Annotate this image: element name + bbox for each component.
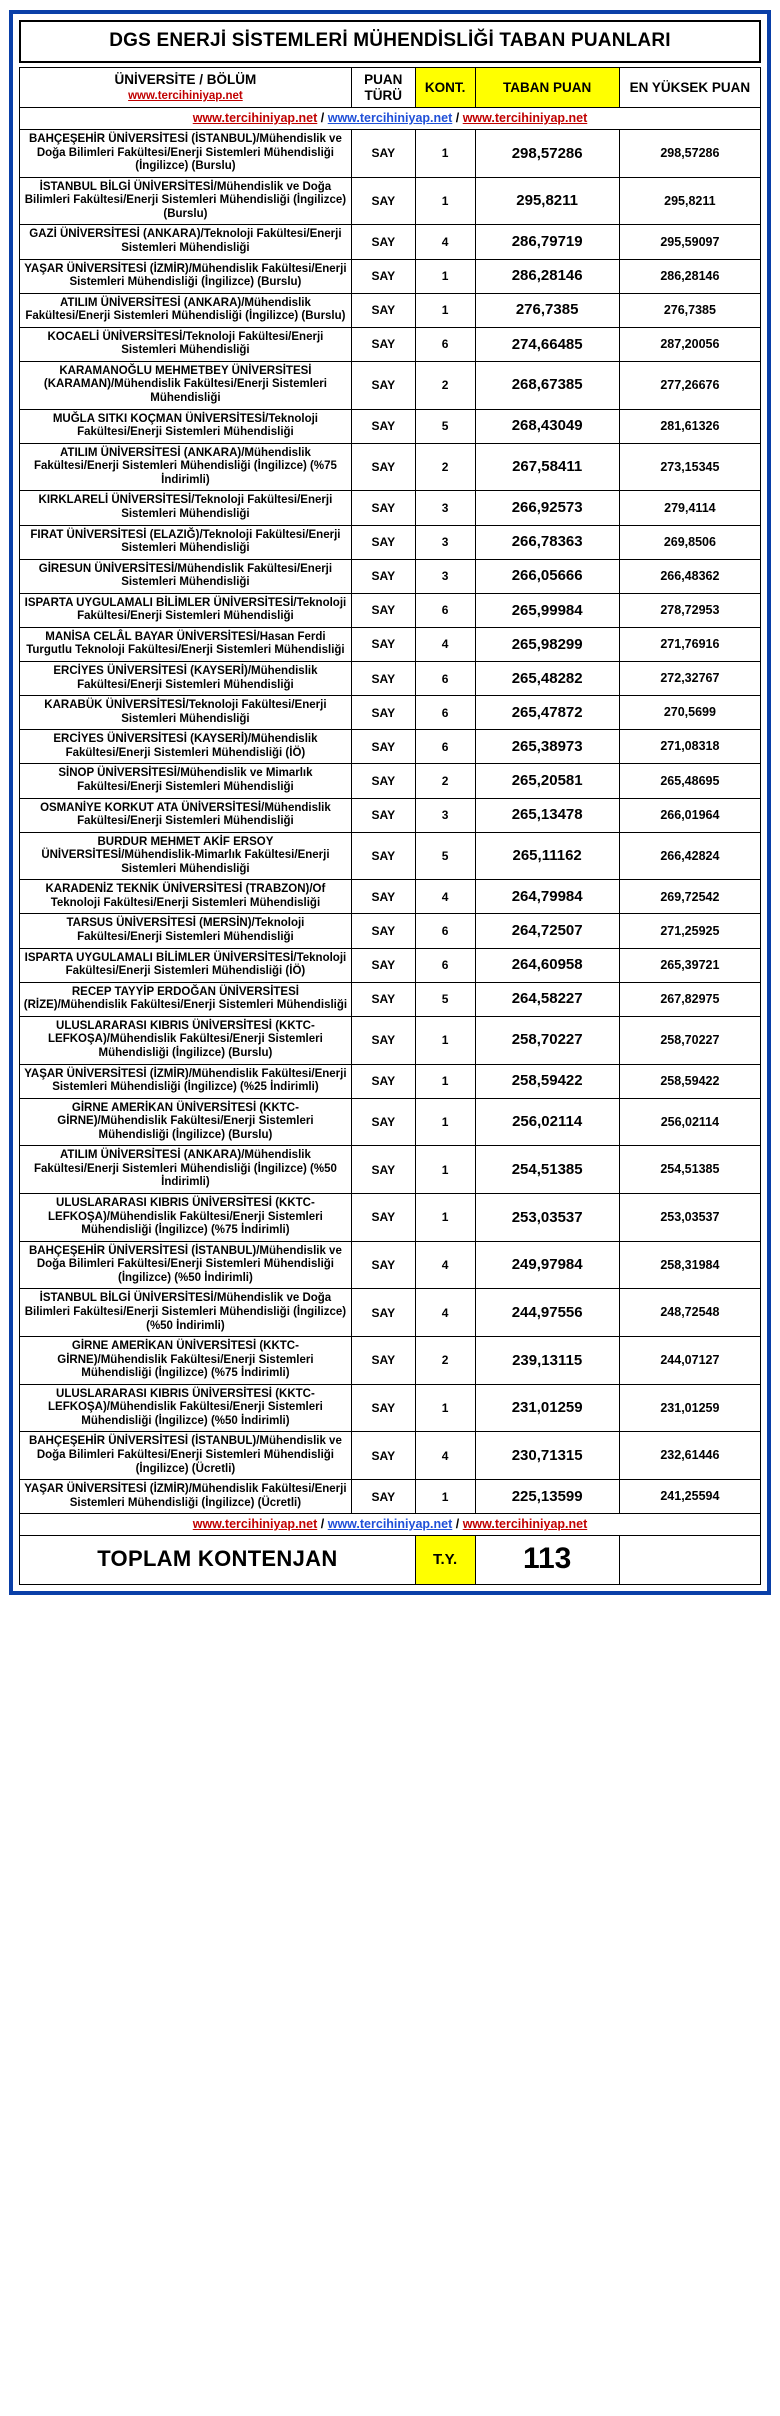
table-row [20,1384,761,1432]
row-kontenjan: 4 [415,1289,475,1337]
row-taban-puan: 295,8211 [475,177,619,225]
row-en-yuksek-puan: 267,82975 [619,982,760,1016]
row-taban-puan: 264,60958 [475,948,619,982]
row-puan-turu: SAY [351,593,415,627]
row-kontenjan: 1 [415,1480,475,1514]
row-university: BAHÇEŞEHİR ÜNİVERSİTESİ (İSTANBUL)/Mühendislik ve Doğa Bilimleri Fakültesi/Enerji Sistemleri Mühendisliği (İngilizce) (Burslu) [20,130,352,178]
column-header-site-link[interactable]: www.tercihiniyap.net [128,89,243,102]
row-puan-turu: SAY [351,443,415,491]
total-blank-cell [619,1536,760,1585]
row-kontenjan: 2 [415,764,475,798]
row-en-yuksek-puan: 253,03537 [619,1194,760,1242]
table-row [20,1098,761,1146]
total-ty-badge: T.Y. [415,1536,475,1585]
row-university: MANİSA CELÂL BAYAR ÜNİVERSİTESİ/Hasan Ferdi Turgutlu Teknoloji Fakültesi/Enerji Sistemleri Mühendisliği [20,627,352,661]
row-en-yuksek-puan: 287,20056 [619,327,760,361]
row-university: KOCAELİ ÜNİVERSİTESİ/Teknoloji Fakültesi/Enerji Sistemleri Mühendisliği [20,327,352,361]
row-kontenjan: 3 [415,559,475,593]
row-taban-puan: 239,13115 [475,1337,619,1385]
banner-links-top[interactable] [20,108,761,130]
row-taban-puan: 266,78363 [475,525,619,559]
column-header-kontenjan: KONT. [415,68,475,108]
table-row [20,409,761,443]
row-university: ERCİYES ÜNİVERSİTESİ (KAYSERİ)/Mühendislik Fakültesi/Enerji Sistemleri Mühendisliği [20,662,352,696]
banner-links-bottom[interactable] [20,1514,761,1536]
row-taban-puan: 265,13478 [475,798,619,832]
row-en-yuksek-puan: 269,8506 [619,525,760,559]
row-en-yuksek-puan: 272,32767 [619,662,760,696]
row-taban-puan: 266,92573 [475,491,619,525]
row-puan-turu: SAY [351,1480,415,1514]
row-taban-puan: 298,57286 [475,130,619,178]
page-title: DGS ENERJİ SİSTEMLERİ MÜHENDİSLİĞİ TABAN PUANLARI [19,20,761,63]
row-kontenjan: 3 [415,525,475,559]
row-kontenjan: 5 [415,832,475,880]
table-row [20,1480,761,1514]
row-taban-puan: 264,72507 [475,914,619,948]
row-taban-puan: 231,01259 [475,1384,619,1432]
row-en-yuksek-puan: 279,4114 [619,491,760,525]
table-row [20,525,761,559]
column-header-puan-turu: PUAN TÜRÜ [351,68,415,108]
row-puan-turu: SAY [351,177,415,225]
table-row [20,225,761,259]
banner-sep-1: / [317,111,328,126]
row-en-yuksek-puan: 276,7385 [619,293,760,327]
row-university: BAHÇEŞEHİR ÜNİVERSİTESİ (İSTANBUL)/Mühendislik ve Doğa Bilimleri Fakültesi/Enerji Sistemleri Mühendisliği (İngilizce) (%50 İndirimli) [20,1241,352,1289]
banner-sep-4: / [452,1517,463,1532]
row-university: GİRESUN ÜNİVERSİTESİ/Mühendislik Fakültesi/Enerji Sistemleri Mühendisliği [20,559,352,593]
row-puan-turu: SAY [351,730,415,764]
row-kontenjan: 1 [415,259,475,293]
row-en-yuksek-puan: 270,5699 [619,696,760,730]
banner-link-2[interactable]: www.tercihiniyap.net [327,111,453,126]
table-row [20,593,761,627]
row-en-yuksek-puan: 258,31984 [619,1241,760,1289]
row-taban-puan: 264,79984 [475,880,619,914]
total-row [20,1536,761,1585]
table-row [20,443,761,491]
row-taban-puan: 266,05666 [475,559,619,593]
row-kontenjan: 3 [415,798,475,832]
row-university: KARAMANOĞLU MEHMETBEY ÜNİVERSİTESİ (KARAMAN)/Mühendislik Fakültesi/Enerji Sistemleri Mühendisliği [20,361,352,409]
row-puan-turu: SAY [351,409,415,443]
banner-row-bottom [20,1514,761,1536]
row-puan-turu: SAY [351,832,415,880]
row-puan-turu: SAY [351,1241,415,1289]
row-en-yuksek-puan: 232,61446 [619,1432,760,1480]
total-value: 113 [475,1536,619,1585]
column-header-taban-puan: TABAN PUAN [475,68,619,108]
table-row [20,1337,761,1385]
banner-sep-2: / [452,111,463,126]
row-puan-turu: SAY [351,525,415,559]
row-university: ULUSLARARASI KIBRIS ÜNİVERSİTESİ (KKTC-LEFKOŞA)/Mühendislik Fakültesi/Enerji Sistemleri Mühendisliği (İngilizce) (%75 İndirimli) [20,1194,352,1242]
row-en-yuksek-puan: 265,48695 [619,764,760,798]
table-row [20,1241,761,1289]
row-kontenjan: 6 [415,593,475,627]
row-en-yuksek-puan: 256,02114 [619,1098,760,1146]
row-university: SİNOP ÜNİVERSİTESİ/Mühendislik ve Mimarlık Fakültesi/Enerji Sistemleri Mühendisliği [20,764,352,798]
banner-sep-3: / [317,1517,328,1532]
row-en-yuksek-puan: 258,59422 [619,1064,760,1098]
row-puan-turu: SAY [351,1098,415,1146]
row-puan-turu: SAY [351,798,415,832]
column-header-university-label: ÜNİVERSİTE / BÖLÜM [114,72,257,88]
row-en-yuksek-puan: 295,8211 [619,177,760,225]
row-taban-puan: 225,13599 [475,1480,619,1514]
table-row [20,1064,761,1098]
row-puan-turu: SAY [351,1432,415,1480]
table-row [20,832,761,880]
row-en-yuksek-puan: 271,25925 [619,914,760,948]
row-puan-turu: SAY [351,259,415,293]
row-taban-puan: 258,59422 [475,1064,619,1098]
row-puan-turu: SAY [351,880,415,914]
row-taban-puan: 254,51385 [475,1146,619,1194]
row-university: ULUSLARARASI KIBRIS ÜNİVERSİTESİ (KKTC-LEFKOŞA)/Mühendislik Fakültesi/Enerji Sistemleri Mühendisliği (İngilizce) (Burslu) [20,1016,352,1064]
row-taban-puan: 265,48282 [475,662,619,696]
row-puan-turu: SAY [351,130,415,178]
row-taban-puan: 276,7385 [475,293,619,327]
row-kontenjan: 1 [415,1194,475,1242]
row-taban-puan: 265,20581 [475,764,619,798]
banner-link-1[interactable]: www.tercihiniyap.net [192,111,318,126]
row-puan-turu: SAY [351,1384,415,1432]
table-body [20,108,761,1585]
row-taban-puan: 265,11162 [475,832,619,880]
banner-link-3[interactable]: www.tercihiniyap.net [462,111,588,126]
table-row [20,880,761,914]
table-row [20,1146,761,1194]
table-row [20,696,761,730]
table-row [20,177,761,225]
table-row [20,764,761,798]
row-taban-puan: 286,28146 [475,259,619,293]
row-kontenjan: 4 [415,225,475,259]
row-kontenjan: 6 [415,730,475,764]
table-row [20,627,761,661]
row-puan-turu: SAY [351,559,415,593]
row-university: MUĞLA SITKI KOÇMAN ÜNİVERSİTESİ/Teknoloji Fakültesi/Enerji Sistemleri Mühendisliği [20,409,352,443]
row-university: GİRNE AMERİKAN ÜNİVERSİTESİ (KKTC-GİRNE)/Mühendislik Fakültesi/Enerji Sistemleri Mühendisliği (İngilizce) (Burslu) [20,1098,352,1146]
table-row [20,1432,761,1480]
row-puan-turu: SAY [351,1337,415,1385]
row-puan-turu: SAY [351,1289,415,1337]
table-row [20,730,761,764]
row-puan-turu: SAY [351,225,415,259]
row-university: KIRKLARELİ ÜNİVERSİTESİ/Teknoloji Fakültesi/Enerji Sistemleri Mühendisliği [20,491,352,525]
table-row [20,130,761,178]
row-en-yuksek-puan: 271,76916 [619,627,760,661]
table-row [20,1289,761,1337]
row-university: KARABÜK ÜNİVERSİTESİ/Teknoloji Fakültesi/Enerji Sistemleri Mühendisliği [20,696,352,730]
row-taban-puan: 268,43049 [475,409,619,443]
row-en-yuksek-puan: 269,72542 [619,880,760,914]
table-row [20,798,761,832]
row-university: ATILIM ÜNİVERSİTESİ (ANKARA)/Mühendislik Fakültesi/Enerji Sistemleri Mühendisliği (İngilizce) (Burslu) [20,293,352,327]
row-university: GAZİ ÜNİVERSİTESİ (ANKARA)/Teknoloji Fakültesi/Enerji Sistemleri Mühendisliği [20,225,352,259]
row-puan-turu: SAY [351,914,415,948]
row-kontenjan: 1 [415,293,475,327]
row-kontenjan: 2 [415,1337,475,1385]
row-taban-puan: 249,97984 [475,1241,619,1289]
table-row [20,259,761,293]
row-university: OSMANİYE KORKUT ATA ÜNİVERSİTESİ/Mühendislik Fakültesi/Enerji Sistemleri Mühendisliği [20,798,352,832]
row-kontenjan: 1 [415,1064,475,1098]
row-university: BAHÇEŞEHİR ÜNİVERSİTESİ (İSTANBUL)/Mühendislik ve Doğa Bilimleri Fakültesi/Enerji Sistemleri Mühendisliği (İngilizce) (Ücretli) [20,1432,352,1480]
row-en-yuksek-puan: 241,25594 [619,1480,760,1514]
row-puan-turu: SAY [351,982,415,1016]
row-university: ERCİYES ÜNİVERSİTESİ (KAYSERİ)/Mühendislik Fakültesi/Enerji Sistemleri Mühendisliği (İÖ) [20,730,352,764]
row-kontenjan: 3 [415,491,475,525]
table-row [20,491,761,525]
row-university: YAŞAR ÜNİVERSİTESİ (İZMİR)/Mühendislik Fakültesi/Enerji Sistemleri Mühendisliği (İngilizce) (Burslu) [20,259,352,293]
row-kontenjan: 6 [415,662,475,696]
row-en-yuksek-puan: 266,01964 [619,798,760,832]
row-kontenjan: 1 [415,1146,475,1194]
table-row [20,982,761,1016]
row-kontenjan: 2 [415,443,475,491]
row-university: ULUSLARARASI KIBRIS ÜNİVERSİTESİ (KKTC-LEFKOŞA)/Mühendislik Fakültesi/Enerji Sistemleri Mühendisliği (İngilizce) (%50 İndirimli) [20,1384,352,1432]
row-taban-puan: 265,38973 [475,730,619,764]
row-kontenjan: 6 [415,696,475,730]
taban-puanlari-table [19,67,761,1585]
row-taban-puan: 265,47872 [475,696,619,730]
row-en-yuksek-puan: 271,08318 [619,730,760,764]
row-university: FIRAT ÜNİVERSİTESİ (ELAZIĞ)/Teknoloji Fakültesi/Enerji Sistemleri Mühendisliği [20,525,352,559]
banner-link-6[interactable]: www.tercihiniyap.net [462,1517,588,1532]
total-label: TOPLAM KONTENJAN [20,1536,416,1585]
row-en-yuksek-puan: 265,39721 [619,948,760,982]
row-taban-puan: 253,03537 [475,1194,619,1242]
row-en-yuksek-puan: 254,51385 [619,1146,760,1194]
row-en-yuksek-puan: 273,15345 [619,443,760,491]
banner-link-4[interactable]: www.tercihiniyap.net [192,1517,318,1532]
table-row [20,293,761,327]
table-row [20,327,761,361]
row-university: KARADENİZ TEKNİK ÜNİVERSİTESİ (TRABZON)/Of Teknoloji Fakültesi/Enerji Sistemleri Mühendisliği [20,880,352,914]
row-kontenjan: 2 [415,361,475,409]
row-university: YAŞAR ÜNİVERSİTESİ (İZMİR)/Mühendislik Fakültesi/Enerji Sistemleri Mühendisliği (İngilizce) (Ücretli) [20,1480,352,1514]
row-en-yuksek-puan: 295,59097 [619,225,760,259]
row-university: BURDUR MEHMET AKİF ERSOY ÜNİVERSİTESİ/Mühendislik-Mimarlık Fakültesi/Enerji Sistemleri Mühendisliği [20,832,352,880]
column-header-university [20,68,352,108]
row-puan-turu: SAY [351,327,415,361]
row-kontenjan: 1 [415,1384,475,1432]
table-row [20,948,761,982]
row-kontenjan: 1 [415,1016,475,1064]
row-kontenjan: 1 [415,1098,475,1146]
row-en-yuksek-puan: 258,70227 [619,1016,760,1064]
row-kontenjan: 5 [415,982,475,1016]
document-frame [9,10,771,1595]
table-row [20,1016,761,1064]
row-puan-turu: SAY [351,764,415,798]
banner-link-5[interactable]: www.tercihiniyap.net [327,1517,453,1532]
row-en-yuksek-puan: 278,72953 [619,593,760,627]
row-taban-puan: 264,58227 [475,982,619,1016]
table-header-row [20,68,761,108]
row-university: İSTANBUL BİLGİ ÜNİVERSİTESİ/Mühendislik ve Doğa Bilimleri Fakültesi/Enerji Sistemleri Mühendisliği (İngilizce) (Burslu) [20,177,352,225]
row-en-yuksek-puan: 266,42824 [619,832,760,880]
row-puan-turu: SAY [351,696,415,730]
row-university: ISPARTA UYGULAMALI BİLİMLER ÜNİVERSİTESİ/Teknoloji Fakültesi/Enerji Sistemleri Mühendisliği [20,593,352,627]
row-en-yuksek-puan: 298,57286 [619,130,760,178]
row-puan-turu: SAY [351,1146,415,1194]
row-kontenjan: 6 [415,914,475,948]
row-taban-puan: 244,97556 [475,1289,619,1337]
row-en-yuksek-puan: 244,07127 [619,1337,760,1385]
row-kontenjan: 5 [415,409,475,443]
row-taban-puan: 230,71315 [475,1432,619,1480]
row-taban-puan: 265,99984 [475,593,619,627]
row-kontenjan: 1 [415,177,475,225]
row-taban-puan: 286,79719 [475,225,619,259]
row-en-yuksek-puan: 286,28146 [619,259,760,293]
row-puan-turu: SAY [351,1016,415,1064]
row-puan-turu: SAY [351,627,415,661]
column-header-en-yuksek-puan: EN YÜKSEK PUAN [619,68,760,108]
row-university: TARSUS ÜNİVERSİTESİ (MERSİN)/Teknoloji Fakültesi/Enerji Sistemleri Mühendisliği [20,914,352,948]
row-en-yuksek-puan: 248,72548 [619,1289,760,1337]
table-row [20,914,761,948]
row-puan-turu: SAY [351,1064,415,1098]
row-puan-turu: SAY [351,662,415,696]
row-en-yuksek-puan: 231,01259 [619,1384,760,1432]
row-en-yuksek-puan: 277,26676 [619,361,760,409]
table-row [20,559,761,593]
banner-row-top [20,108,761,130]
row-kontenjan: 6 [415,327,475,361]
row-puan-turu: SAY [351,361,415,409]
row-kontenjan: 4 [415,1432,475,1480]
row-university: GİRNE AMERİKAN ÜNİVERSİTESİ (KKTC-GİRNE)/Mühendislik Fakültesi/Enerji Sistemleri Mühendisliği (İngilizce) (%75 İndirimli) [20,1337,352,1385]
row-taban-puan: 274,66485 [475,327,619,361]
row-puan-turu: SAY [351,1194,415,1242]
row-taban-puan: 265,98299 [475,627,619,661]
row-university: İSTANBUL BİLGİ ÜNİVERSİTESİ/Mühendislik ve Doğa Bilimleri Fakültesi/Enerji Sistemleri Mühendisliği (İngilizce) (%50 İndirimli) [20,1289,352,1337]
row-university: ATILIM ÜNİVERSİTESİ (ANKARA)/Mühendislik Fakültesi/Enerji Sistemleri Mühendisliği (İngilizce) (%50 İndirimli) [20,1146,352,1194]
table-row [20,662,761,696]
table-row [20,361,761,409]
row-university: YAŞAR ÜNİVERSİTESİ (İZMİR)/Mühendislik Fakültesi/Enerji Sistemleri Mühendisliği (İngilizce) (%25 İndirimli) [20,1064,352,1098]
row-kontenjan: 4 [415,627,475,661]
row-university: RECEP TAYYİP ERDOĞAN ÜNİVERSİTESİ (RİZE)/Mühendislik Fakültesi/Enerji Sistemleri Mühendisliği [20,982,352,1016]
row-puan-turu: SAY [351,293,415,327]
row-university: ATILIM ÜNİVERSİTESİ (ANKARA)/Mühendislik Fakültesi/Enerji Sistemleri Mühendisliği (İngilizce) (%75 İndirimli) [20,443,352,491]
row-university: ISPARTA UYGULAMALI BİLİMLER ÜNİVERSİTESİ/Teknoloji Fakültesi/Enerji Sistemleri Mühendisliği (İÖ) [20,948,352,982]
row-taban-puan: 256,02114 [475,1098,619,1146]
row-kontenjan: 4 [415,880,475,914]
row-puan-turu: SAY [351,491,415,525]
row-taban-puan: 267,58411 [475,443,619,491]
row-kontenjan: 4 [415,1241,475,1289]
row-taban-puan: 268,67385 [475,361,619,409]
row-en-yuksek-puan: 281,61326 [619,409,760,443]
row-kontenjan: 1 [415,130,475,178]
row-en-yuksek-puan: 266,48362 [619,559,760,593]
row-puan-turu: SAY [351,948,415,982]
row-kontenjan: 6 [415,948,475,982]
row-taban-puan: 258,70227 [475,1016,619,1064]
table-row [20,1194,761,1242]
